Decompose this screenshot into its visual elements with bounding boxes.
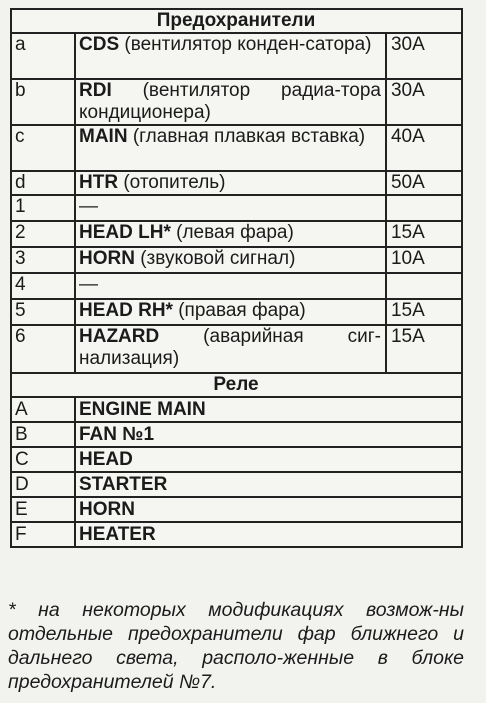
relay-row — [11, 472, 462, 497]
fuse-relay-table-container — [10, 8, 463, 548]
fuse-code: MAIN — [79, 126, 128, 147]
fuse-rating: 15A — [386, 299, 462, 325]
fuse-rating: 30A — [386, 79, 462, 125]
fuse-id: 5 — [11, 299, 75, 325]
fuse-row — [11, 195, 462, 221]
fuse-id: 6 — [11, 325, 75, 373]
relay-id: E — [11, 497, 75, 522]
fuse-desc-text: (правая фара) — [172, 300, 306, 321]
relay-row — [11, 497, 462, 522]
fuse-code: HEAD RH* — [79, 300, 173, 321]
fuse-description — [75, 195, 386, 221]
fuse-desc-text: (вентилятор конден-сатора) — [119, 34, 372, 55]
fuse-desc-text: (вентилятор радиа-тора кондиционера) — [79, 80, 381, 123]
fuse-desc-text: (аварийная сиг-нализация) — [79, 326, 381, 369]
relay-id: B — [11, 422, 75, 447]
fuse-id: 4 — [11, 273, 75, 299]
fuse-row — [11, 273, 462, 299]
relay-name: ENGINE MAIN — [75, 397, 462, 422]
relay-name: STARTER — [75, 472, 462, 497]
relay-name: HORN — [75, 497, 462, 522]
fuse-description — [75, 221, 386, 247]
fuse-code: RDI — [79, 80, 112, 101]
fuse-id: c — [11, 125, 75, 171]
fuse-desc-text: (отопитель) — [118, 172, 226, 193]
relay-name: HEATER — [75, 522, 462, 547]
fuse-desc-text: — — [79, 196, 98, 217]
fuse-desc-text: (звуковой сигнал) — [134, 248, 296, 269]
fuse-description — [75, 33, 386, 79]
fuses-title: Предохранители — [11, 9, 462, 33]
fuse-desc-text: (левая фара) — [170, 222, 294, 243]
fuse-row — [11, 299, 462, 325]
relay-name: FAN №1 — [75, 422, 462, 447]
relay-name: HEAD — [75, 447, 462, 472]
fuse-description — [75, 325, 386, 373]
relay-id: D — [11, 472, 75, 497]
fuse-row — [11, 221, 462, 247]
relay-id: F — [11, 522, 75, 547]
fuse-description — [75, 79, 386, 125]
relay-id: A — [11, 397, 75, 422]
fuse-rating: 40A — [386, 125, 462, 171]
relay-id: C — [11, 447, 75, 472]
fuse-rating: 15A — [386, 325, 462, 373]
fuse-rating: 50A — [386, 171, 462, 195]
fuse-desc-text: — — [79, 274, 98, 295]
relay-row — [11, 447, 462, 472]
fuse-id: 2 — [11, 221, 75, 247]
fuse-rating: 30A — [386, 33, 462, 79]
fuse-rating — [386, 195, 462, 221]
fuse-code: HORN — [79, 248, 135, 269]
fuse-description — [75, 171, 386, 195]
fuse-rating — [386, 273, 462, 299]
fuse-code: CDS — [79, 34, 120, 55]
fuse-row — [11, 33, 462, 79]
fuse-rating: 15A — [386, 221, 462, 247]
fuse-id: d — [11, 171, 75, 195]
fuse-rating: 10A — [386, 247, 462, 273]
relays-title: Реле — [11, 373, 462, 397]
fuse-description — [75, 125, 386, 171]
fuse-id: 3 — [11, 247, 75, 273]
fuse-row — [11, 125, 462, 171]
relay-row — [11, 522, 462, 547]
fuse-id: 1 — [11, 195, 75, 221]
fuse-id: a — [11, 33, 75, 79]
footnote: * на некоторых модификациях возмож-ны отдельные предохранители фар ближнего и дальнего света, располо-женные в блоке предохранителей №7. — [8, 599, 464, 693]
fuse-code: HTR — [79, 172, 119, 193]
fuse-id: b — [11, 79, 75, 125]
relay-row — [11, 397, 462, 422]
fuse-row — [11, 247, 462, 273]
fuse-description — [75, 273, 386, 299]
fuse-relay-table — [10, 8, 463, 548]
fuse-description — [75, 247, 386, 273]
fuse-row — [11, 325, 462, 373]
fuse-desc-text: (главная плавкая вставка) — [127, 126, 366, 147]
relay-row — [11, 422, 462, 447]
fuse-description — [75, 299, 386, 325]
fuse-code: HAZARD — [79, 326, 160, 347]
fuse-row — [11, 79, 462, 125]
fuse-code: HEAD LH* — [79, 222, 171, 243]
fuse-row — [11, 171, 462, 195]
